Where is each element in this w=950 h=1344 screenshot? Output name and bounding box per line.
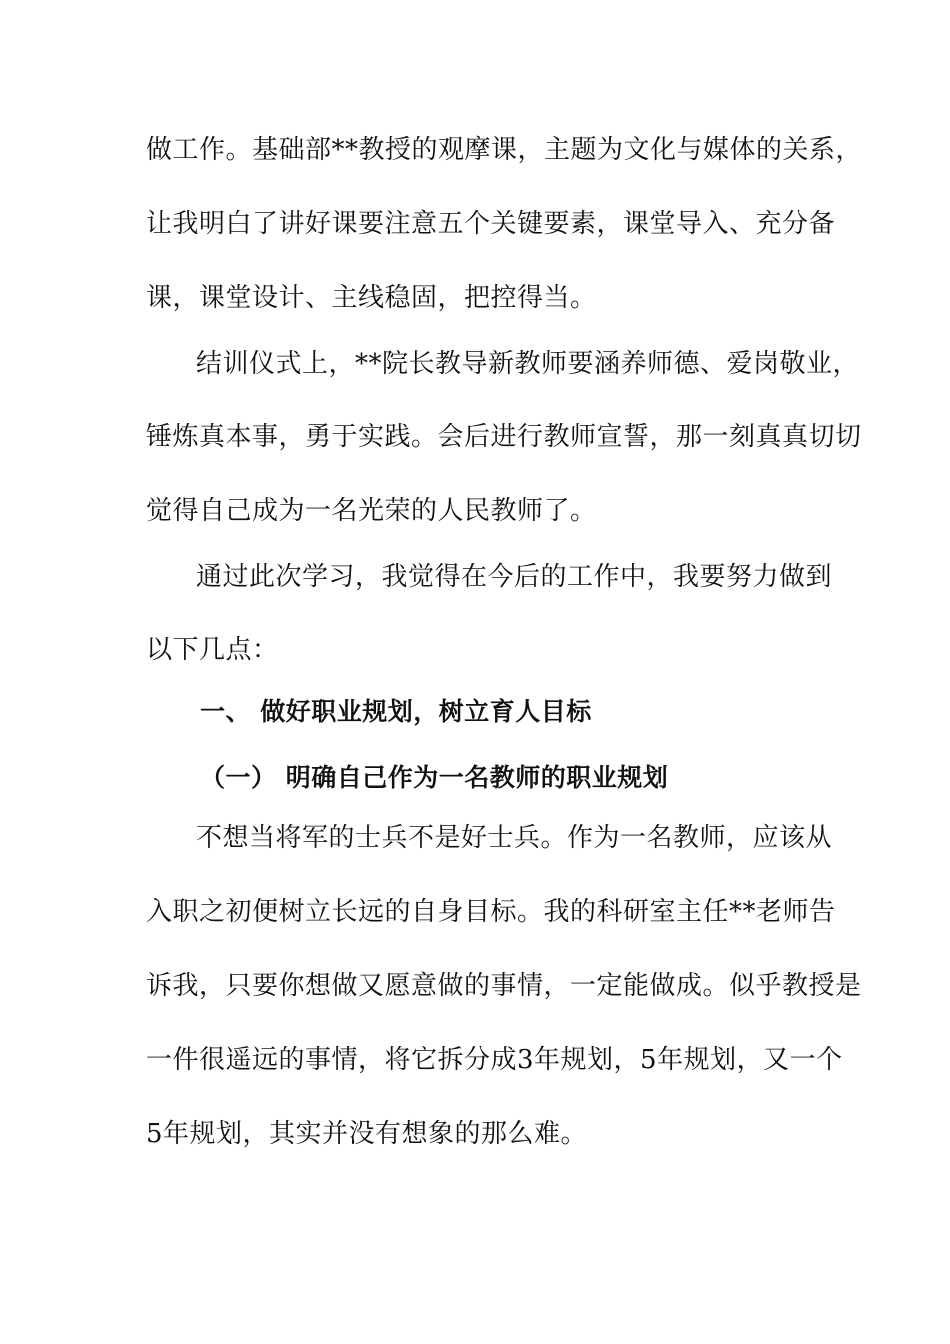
section-heading: 一、 做好职业规划，树立育人目标: [200, 697, 592, 726]
paragraph-line: 锤炼真本事，勇于实践。会后进行教师宣誓，那一刻真真切切: [146, 422, 862, 452]
subsection-heading: （一） 明确自己作为一名教师的职业规划: [200, 763, 669, 792]
paragraph-line: 课，课堂设计、主线稳固，把控得当。: [146, 283, 597, 313]
paragraph-line: 以下几点：: [146, 635, 279, 665]
paragraph-line: 做工作。基础部**教授的观摩课，主题为文化与媒体的关系，: [146, 135, 863, 165]
paragraph-line: 通过此次学习，我觉得在今后的工作中，我要努力做到: [196, 562, 833, 592]
paragraph-line: 诉我，只要你想做又愿意做的事情，一定能做成。似乎教授是: [146, 971, 862, 1001]
paragraph-line: 入职之初便树立长远的自身目标。我的科研室主任**老师告: [146, 897, 836, 927]
paragraph-line: 一件很遥远的事情，将它拆分成3年规划，5年规划，又一个: [146, 1045, 843, 1075]
paragraph-line: 结训仪式上，**院长教导新教师要涵养师德、爱岗敬业，: [196, 349, 860, 379]
paragraph-line: 5年规划，其实并没有想象的那么难。: [146, 1119, 588, 1149]
paragraph-line: 觉得自己成为一名光荣的人民教师了。: [146, 496, 597, 526]
paragraph-line: 不想当将军的士兵不是好士兵。作为一名教师，应该从: [196, 823, 833, 853]
paragraph-line: 让我明白了讲好课要注意五个关键要素，课堂导入、充分备: [146, 209, 836, 239]
